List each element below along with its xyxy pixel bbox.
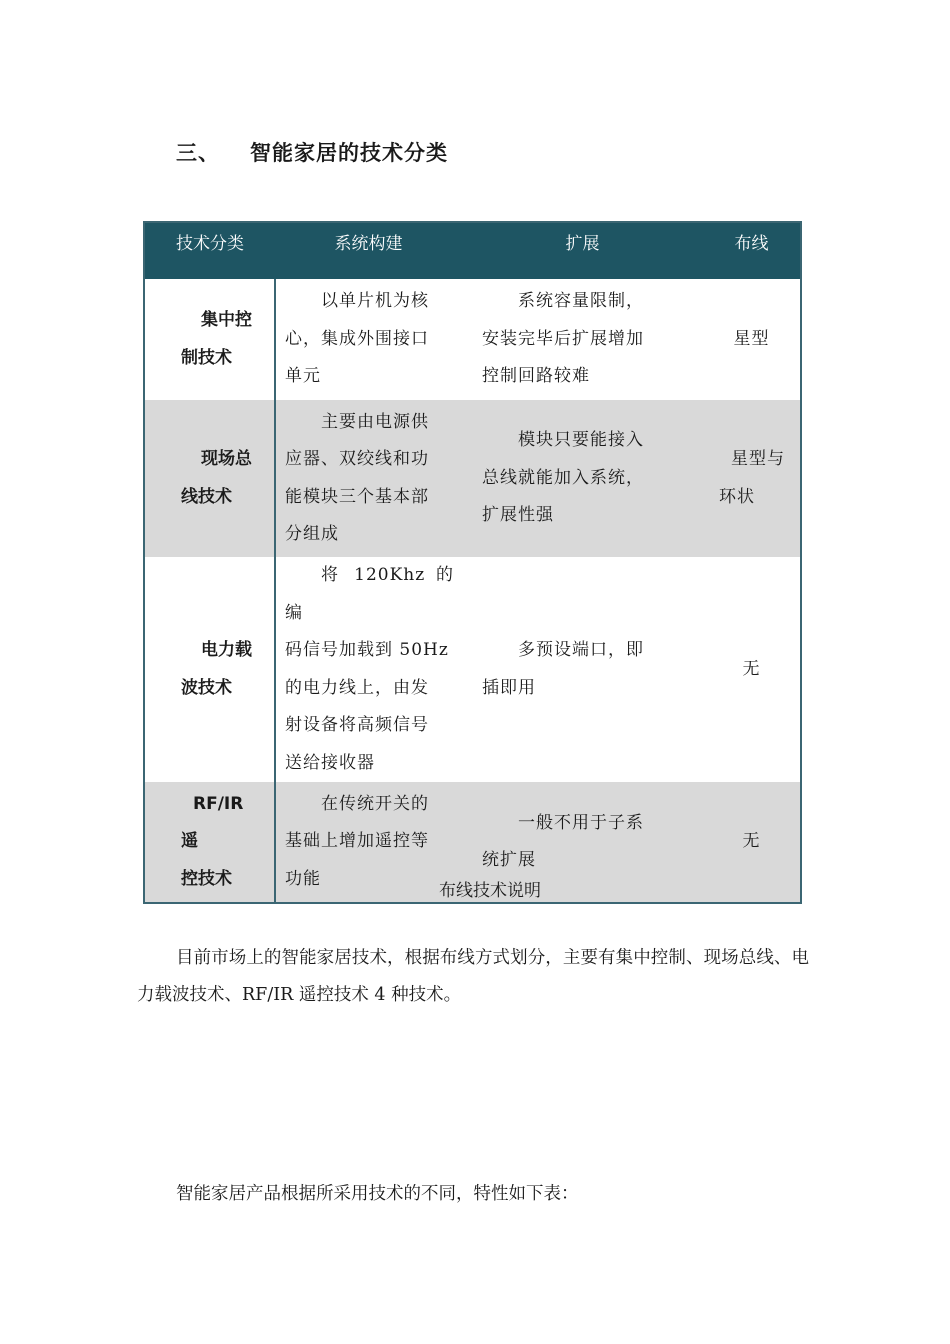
- table-header-row: [144, 222, 801, 279]
- category-cell: 电力载 波技术: [144, 557, 275, 782]
- system-cell: 在传统开关的 基础上增加遥控等 功能: [275, 782, 462, 903]
- table-caption: 布线技术说明: [439, 881, 541, 901]
- header-system: 系统构建: [275, 222, 462, 279]
- header-category: 技术分类: [144, 222, 275, 279]
- section-title: 智能家居的技术分类: [250, 141, 448, 165]
- technology-classification-table: [143, 221, 802, 904]
- extension-cell: 模块只要能接入 总线就能加入系统， 扩展性强: [462, 400, 703, 557]
- wiring-cell: 无: [742, 658, 761, 679]
- table-row: [144, 557, 801, 782]
- extension-cell: 系统容量限制， 安装完毕后扩展增加 控制回路较难: [482, 291, 644, 387]
- extension-cell: 多预设端口，即 插即用: [482, 640, 644, 698]
- extension-cell: 一般不用于子系 统扩展: [462, 782, 703, 903]
- section-heading: [176, 137, 448, 167]
- category-cell: 集中控 制技术: [144, 279, 275, 400]
- body-paragraph: 目前市场上的智能家居技术，根据布线方式划分，主要有集中控制、现场总线、电力载波技术、RF/IR 遥控技术 4 种技术。: [137, 948, 809, 1005]
- system-cell: 以单片机为核 心，集成外围接口 单元: [285, 291, 429, 387]
- category-cell: RF/IR 遥 控技术: [144, 782, 275, 903]
- body-paragraph: 智能家居产品根据所采用技术的不同，特性如下表：: [176, 1184, 579, 1204]
- wiring-cell: 星型: [733, 328, 770, 349]
- system-cell: 主要由电源供 应器、双绞线和功 能模块三个基本部 分组成: [275, 400, 462, 557]
- table-row: [144, 279, 801, 400]
- wiring-cell: 星型与 环状: [703, 400, 801, 557]
- header-wiring: 布线: [703, 222, 801, 279]
- section-number: 三、: [176, 141, 220, 165]
- wiring-cell: 无: [703, 782, 801, 903]
- category-cell: 现场总 线技术: [144, 400, 275, 557]
- header-extension: 扩展: [462, 222, 703, 279]
- system-cell: 将 120Khz 的编 码信号加载到 50Hz 的电力线上，由发 射设备将高频信号 送给接收器: [285, 565, 454, 773]
- table-row: [144, 400, 801, 557]
